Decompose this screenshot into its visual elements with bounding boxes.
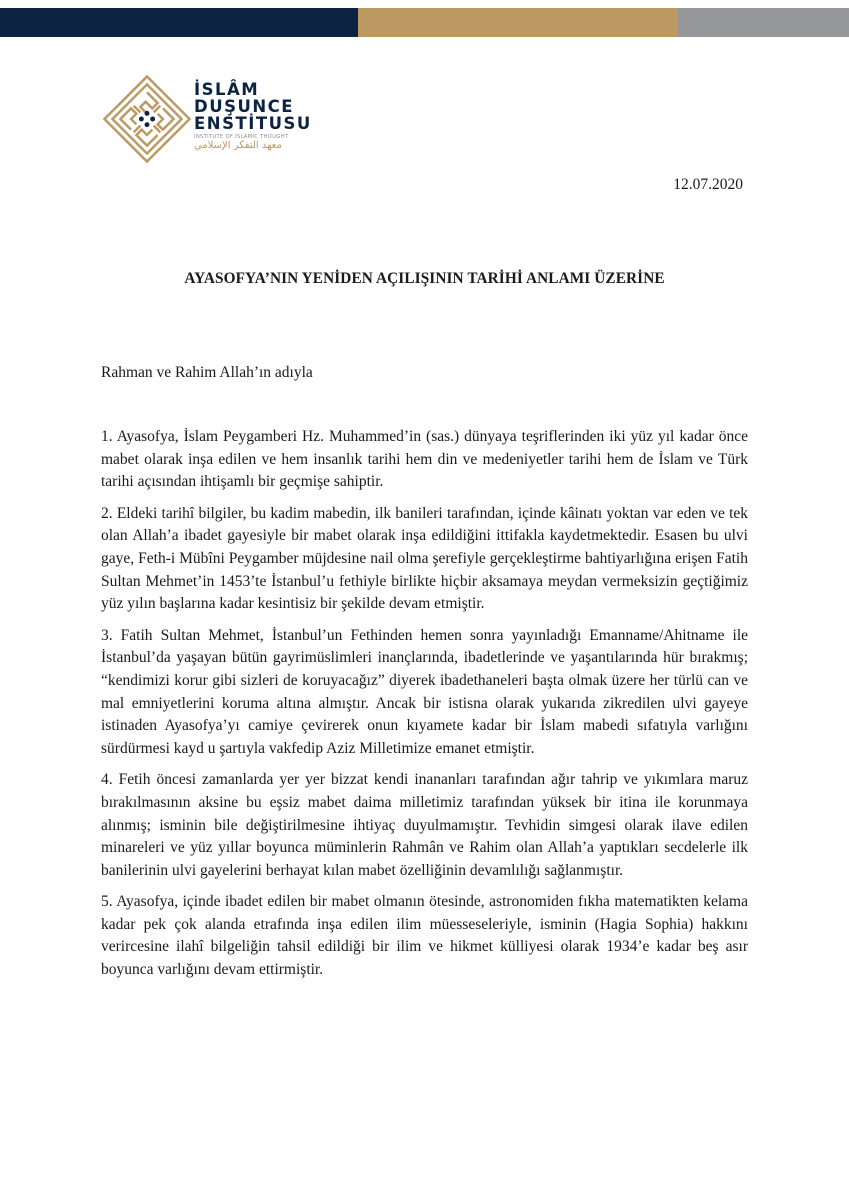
logo-name-line-2: DUŞUNCE — [194, 97, 295, 116]
header-bar-gold-segment — [358, 8, 678, 37]
header-bar-navy-segment — [0, 8, 358, 37]
salutation: Rahman ve Rahim Allah’ın adıyla — [101, 364, 313, 381]
institute-logo — [100, 72, 310, 168]
document-title: AYASOFYA’NIN YENİDEN AÇILIŞININ TARİHİ ANLAMI ÜZERİNE — [184, 270, 665, 287]
logo-english-name: INSTITUTE OF ISLAMIC THOUGHT — [194, 134, 289, 140]
header-color-bar — [0, 8, 849, 37]
document-date: 12.07.2020 — [673, 176, 743, 193]
paragraph-1: 1. Ayasofya, İslam Peygamberi Hz. Muhammed’in (sas.) dünyaya teşriflerinden iki yüz yıl kadar önce mabet olarak inşa edilen ve hem insanlık tarihi hem din ve medeniyetler tarihi hem de İslam ve Türk tarihi açısından ihtişamlı bir geçmişe sahiptir. — [101, 428, 748, 491]
logo-name-line-1: İSLÂM — [194, 80, 260, 99]
header-bar-gray-segment — [678, 8, 849, 37]
logo-arabic-name: معهد التفكر الإسلامي — [194, 140, 282, 151]
paragraph-2: 2. Eldeki tarihî bilgiler, bu kadim mabedin, ilk banileri tarafından, içinde kâinatı yoktan var eden ve tek olan Allah’a ibadet gayesiyle bir mabet olarak inşa edildiğini ittifakla kaydetmektedir. Esasen bu ulvi gaye, Feth-i Mübîni Peygamber müjdesine nail olma şerefiyle gerçekleştirme bahtiyarlığına erişen Fatih Sultan Mehmet’in 1453’te İstanbul’u fethiyle birlikte hiçbir aksamaya meydan vermeksizin geçtiğimiz yüz yılın başlarına kadar kesintisiz bir şekilde devam etmiştir. — [101, 504, 748, 613]
kufic-square-logo-icon — [100, 72, 194, 166]
logo-wordmark — [194, 81, 312, 151]
paragraph-5: 5. Ayasofya, içinde ibadet edilen bir mabet olmanın ötesinde, astronomiden fıkha matematikten kelama kadar pek çok alanda etrafında inşa edilen ilim müesseseleriyle, isminin (Hagia Sophia) hakkını verircesine ilahî bilgeliğin tahsil edildiği bir ilim ve hikmet külliyesi olarak 1934’e kadar beş asır boyunca varlığını devam ettirmiştir. — [101, 893, 748, 979]
paragraph-4: 4. Fetih öncesi zamanlarda yer yer bizzat kendi inananları tarafından ağır tahrip ve yıkımlara maruz bırakılmasının aksine bu eşsiz mabet daima milletimiz tarafından yüksek bir itina ile korunmaya alınmış; isminin bile değiştirilmesine ihtiyaç duyulmamıştır. Tevhidin simgesi olarak ilave edilen minareleri ve yüz yıllar boyunca müminlerin Rahmân ve Rahim olan Allah’a yaptıkları secdelerle ilk banilerinin ulvi gayelerini berhayat kılan mabet özelliğinin devamlılığı sağlanmıştır. — [101, 771, 748, 879]
document-body — [101, 426, 748, 991]
logo-name-line-3: ENSTİTUSU — [194, 114, 312, 133]
paragraph-3: 3. Fatih Sultan Mehmet, İstanbul’un Fethinden hemen sonra yayınladığı Emanname/Ahitname ile İstanbul’da yaşayan bütün gayrimüslimleri inançlarında, ibadetlerinde ve yaşantılarında hür bırakmış; “kendimizi korur gibi sizleri de koruyacağız” diyerek ibadethaneleri başta olmak üzere her türlü can ve mal emniyetlerini koruma altına almıştır. Ancak bir istisna olarak yukarıda zikredilen ulvi gayeye istinaden Ayasofya’yı camiye çevirerek onun kıyamete kadar bir İslam mabedi sıfatıyla varlığını sürdürmesi kayd u şartıyla vakfedip Aziz Milletimize emanet etmiştir. — [101, 626, 748, 757]
